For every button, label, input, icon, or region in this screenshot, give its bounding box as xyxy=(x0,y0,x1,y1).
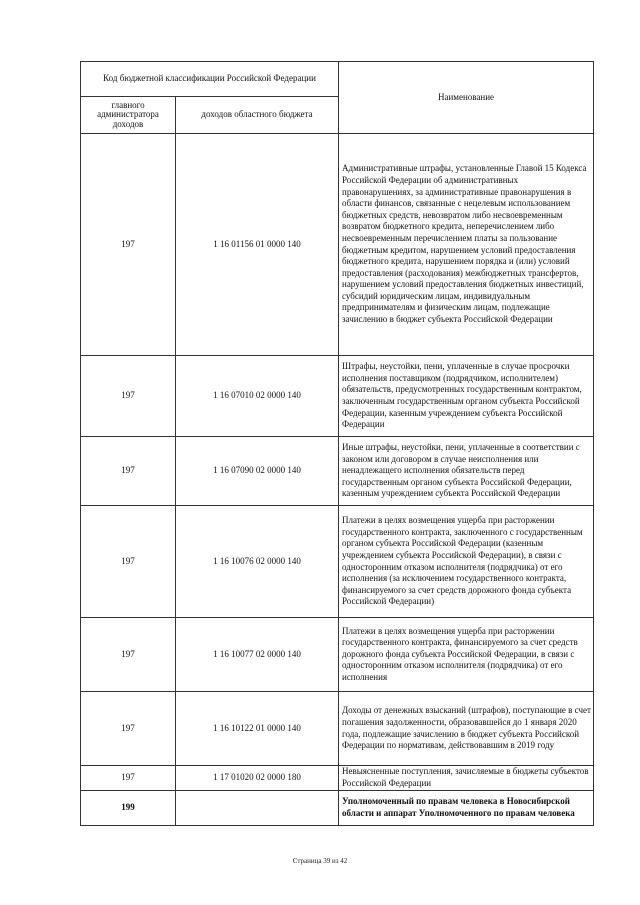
header-name: Наименование xyxy=(339,62,594,134)
description-cell: Административные штрафы, установленные Главой 15 Кодекса Российской Федерации об административных правонарушениях, за административные правонарушения в области финансов, связанные с нецелевым использованием бюджетных средств, невозвратом либо несвоевременным возвратом бюджетного кредита, неперечислением либо несвоевременным перечислением платы за пользование бюджетным кредитом, нарушением условий предоставления бюджетного кредита, нарушением порядка и (или) условий предоставления (расходования) межбюджетных трансфертов, нарушением условий предоставления бюджетных инвестиций, субсидий юридическим лицам, индивидуальным предпринимателям и физическим лицам, подлежащие зачислению в бюджет субъекта Российской Федерации xyxy=(339,134,594,356)
admin-code-cell: 197 xyxy=(81,356,176,437)
description-cell: Иные штрафы, неустойки, пени, уплаченные в соответствии с законом или договором в случае неисполнения или ненадлежащего исполнения обязательств перед государственным органом субъекта Российской Федерации, казенным учреждением субъекта Российской Федерации xyxy=(339,437,594,506)
table-row xyxy=(81,692,594,766)
admin-code-cell: 197 xyxy=(81,437,176,506)
table-row xyxy=(81,437,594,506)
description-cell: Уполномоченный по правам человека в Новосибирской области и аппарат Уполномоченного по правам человека xyxy=(339,791,594,826)
income-code-cell: 1 16 01156 01 0000 140 xyxy=(176,134,339,356)
income-code-cell: 1 16 10077 02 0000 140 xyxy=(176,618,339,692)
description-cell: Платежи в целях возмещения ущерба при расторжении государственного контракта, финансируемого за счет средств дорожного фонда субъекта Российской Федерации, в связи с односторонним отказом исполнителя (подрядчика) от его исполнения xyxy=(339,618,594,692)
income-code-cell: 1 17 01020 02 0000 180 xyxy=(176,766,339,791)
description-cell: Доходы от денежных взысканий (штрафов), поступающие в счет погашения задолженности, образовавшейся до 1 января 2020 года, подлежащие зачислению в бюджет субъекта Российской Федерации по нормативам, действовавшим в 2019 году xyxy=(339,692,594,766)
admin-code-cell: 197 xyxy=(81,618,176,692)
table-row xyxy=(81,766,594,791)
table-row xyxy=(81,618,594,692)
admin-code-cell: 197 xyxy=(81,134,176,356)
admin-code-cell: 197 xyxy=(81,692,176,766)
header-admin: главного администратора доходов xyxy=(81,97,176,134)
table-row xyxy=(81,356,594,437)
description-cell: Платежи в целях возмещения ущерба при расторжении государственного контракта, заключенного с государственным органом субъекта Российской Федерации (казенным учреждением субъекта Российской Федерации), в связи с односторонним отказом исполнителя (подрядчика) от его исполнения (за исключением государственного контракта, финансируемого за счет средств дорожного фонда субъекта Российской Федерации) xyxy=(339,506,594,618)
admin-code-cell: 197 xyxy=(81,766,176,791)
income-code-cell: 1 16 07090 02 0000 140 xyxy=(176,437,339,506)
income-code-cell: 1 16 10076 02 0000 140 xyxy=(176,506,339,618)
page-number-footer: Страница 39 из 42 xyxy=(292,857,348,865)
description-cell: Штрафы, неустойки, пени, уплаченные в случае просрочки исполнения поставщиком (подрядчиком, исполнителем) обязательств, предусмотренных государственным контрактом, заключенным государственным органом субъекта Российской Федерации, казенным учреждением субъекта Российской Федерации xyxy=(339,356,594,437)
header-income: доходов областного бюджета xyxy=(176,97,339,134)
description-cell: Невыясненные поступления, зачисляемые в бюджеты субъектов Российской Федерации xyxy=(339,766,594,791)
table-row xyxy=(81,506,594,618)
revenue-classification-table xyxy=(80,61,594,826)
table-row xyxy=(81,791,594,826)
header-code-group: Код бюджетной классификации Российской Федерации xyxy=(81,62,339,97)
income-code-cell: 1 16 07010 02 0000 140 xyxy=(176,356,339,437)
admin-code-cell: 197 xyxy=(81,506,176,618)
table-row xyxy=(81,134,594,356)
admin-code-cell: 199 xyxy=(81,791,176,826)
income-code-cell: 1 16 10122 01 0000 140 xyxy=(176,692,339,766)
income-code-cell xyxy=(176,791,339,826)
